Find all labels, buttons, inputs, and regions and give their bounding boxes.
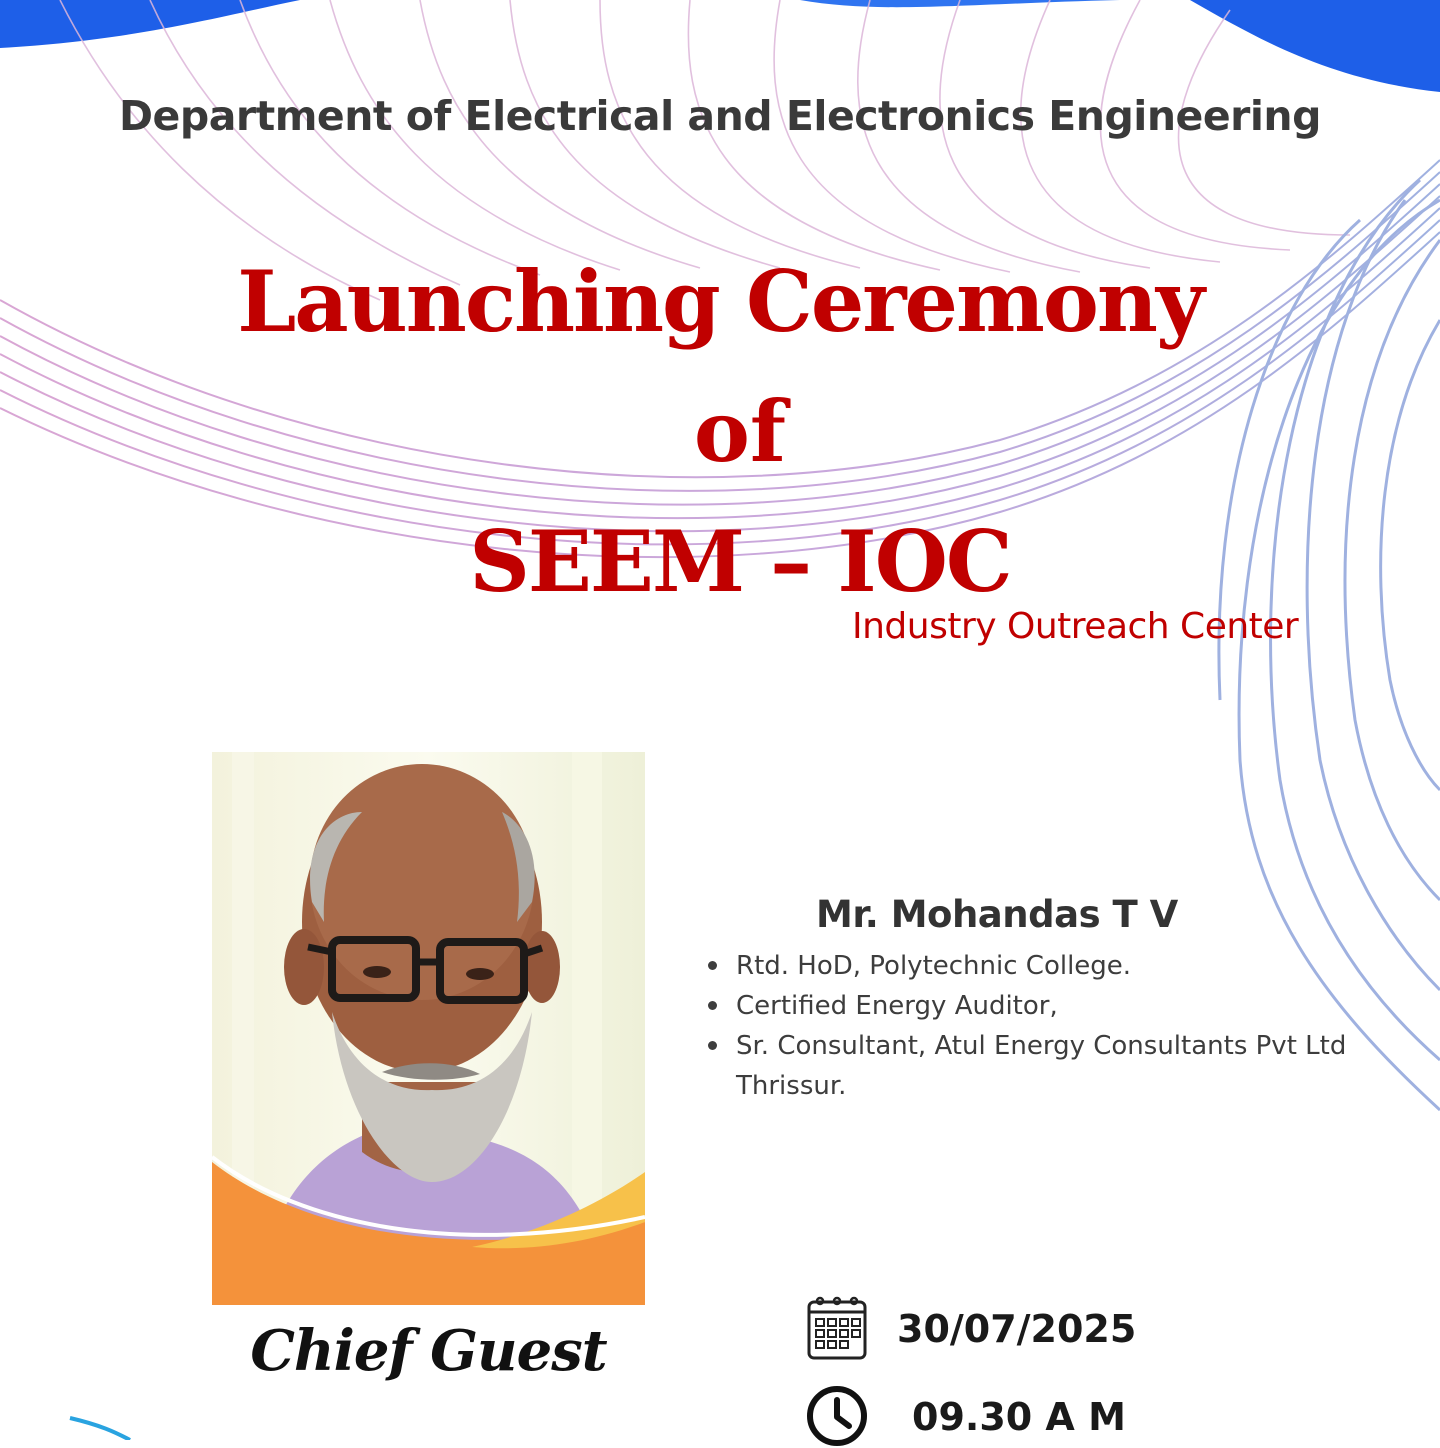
event-date: 30/07/2025 [897,1307,1137,1351]
calendar-icon [806,1294,868,1362]
event-title-line3: SEEM – IOC [469,512,1011,611]
clock-icon [805,1384,869,1448]
guest-credentials-list [706,946,1426,1106]
event-title-line2: of [693,382,787,481]
department-heading: Department of Electrical and Electronics Engineering [119,92,1321,140]
chief-guest-label: Chief Guest [250,1318,607,1384]
event-time: 09.30 A M [912,1395,1126,1439]
credential-item: Rtd. HoD, Polytechnic College. [706,946,1426,986]
event-title-line1: Launching Ceremony [237,252,1203,351]
chief-guest-photo [212,752,645,1305]
event-subtitle: Industry Outreach Center [852,606,1299,647]
guest-name: Mr. Mohandas T V [816,893,1178,936]
credential-item: Sr. Consultant, Atul Energy Consultants Pvt Ltd Thrissur. [706,1026,1426,1106]
credential-item: Certified Energy Auditor, [706,986,1426,1026]
